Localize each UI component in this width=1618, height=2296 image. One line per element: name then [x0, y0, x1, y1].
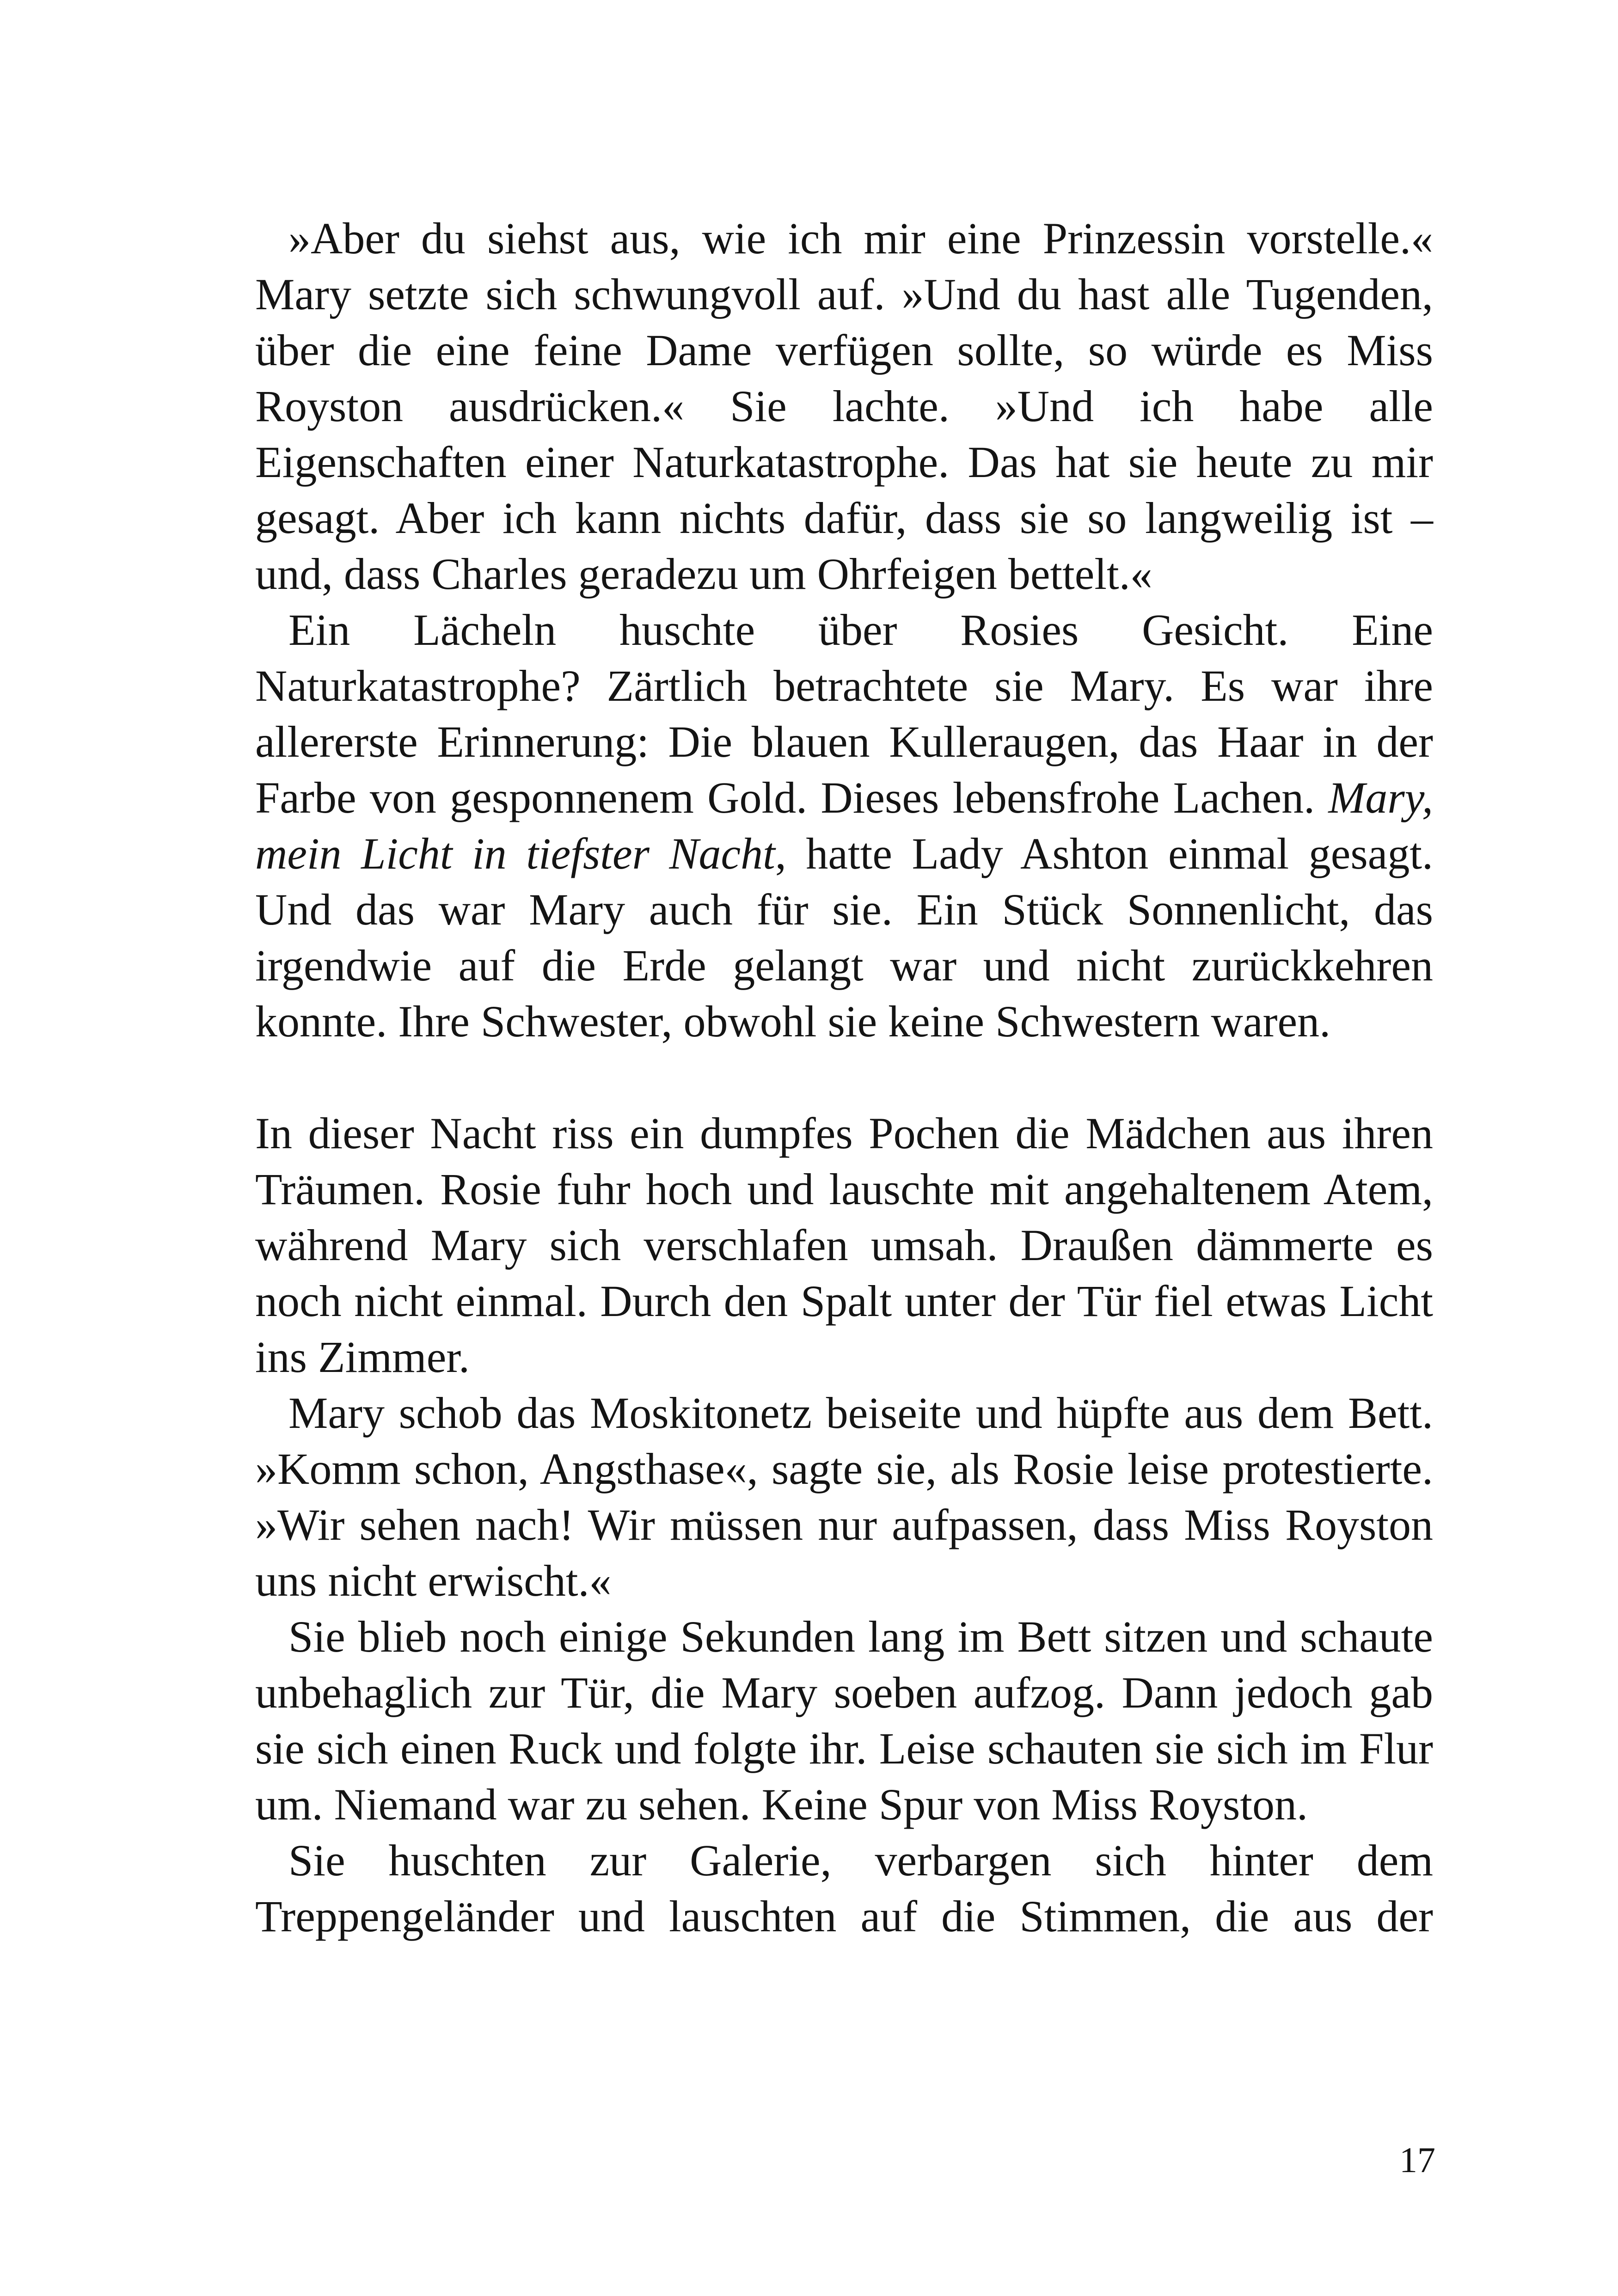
paragraph-text: , hatte Lady Ashton einmal gesagt. Und das war Mary auch für sie. Ein Stück Sonnenlicht, das irgendwie auf die Erde gelangt war und nicht zurückkehren konnte. Ihre Schwester, obwohl sie keine Schwestern waren. — [255, 829, 1434, 1046]
paragraph-text: »Aber du siehst aus, wie ich mir eine Prinzessin vorstelle.« Mary setzte sich schwungvoll auf. »Und du hast alle Tugenden, über die eine feine Dame verfügen sollte, so würde es Miss Royston ausdrücken.« Sie lachte. »Und ich habe alle Eigenschaften einer Naturkatastrophe. Das hat sie heute zu mir gesagt. Aber ich kann nichts dafür, dass sie so langweilig ist – und, dass Charles geradezu um Ohrfeigen bettelt.« — [255, 214, 1433, 599]
paragraph-2 — [255, 602, 1433, 1049]
paragraph-text: Mary schob das Moskitonetz beiseite und hüpfte aus dem Bett. »Komm schon, Angsthase«, sagte sie, als Rosie leise protestierte. »Wir sehen nach! Wir müssen nur aufpassen, dass Miss Royston uns nicht erwischt.« — [255, 1388, 1433, 1605]
body-text — [255, 210, 1433, 1944]
paragraph-text: In dieser Nacht riss ein dumpfes Pochen die Mädchen aus ihren Träumen. Rosie fuhr hoch und lauschte mit angehaltenem Atem, während Mary sich verschlafen umsah. Draußen dämmerte es noch nicht einmal. Durch den Spalt unter der Tür fiel etwas Licht ins Zimmer. — [255, 1108, 1433, 1382]
paragraph-text: Sie huschten zur Galerie, verbargen sich hinter dem Treppengeländer und lauschten auf die Stimmen, die aus der — [255, 1836, 1433, 1941]
paragraph-text: Sie blieb noch einige Sekunden lang im Bett sitzen und schaute unbehaglich zur Tür, die Mary soeben aufzog. Dann jedoch gab sie sich einen Ruck und folgte ihr. Leise schauten sie sich im Flur um. Niemand war zu sehen. Keine Spur von Miss Royston. — [255, 1612, 1433, 1829]
paragraph-6 — [255, 1832, 1433, 1944]
page-number: 17 — [1399, 2140, 1435, 2180]
paragraph-3 — [255, 1105, 1433, 1385]
paragraph-text: Ein Lächeln huschte über Rosies Gesicht. Eine Naturkatastrophe? Zärtlich betrachtete sie Mary. Es war ihre allererste Erinnerung: Die blauen Kulleraugen, das Haar in der Farbe von gesponnenem Gold. Dieses lebensfrohe Lachen. — [255, 605, 1433, 822]
paragraph-5 — [255, 1609, 1433, 1832]
paragraph-4 — [255, 1385, 1433, 1609]
paragraph-1 — [255, 210, 1433, 602]
italic-quote: Mary, mein Licht in tiefster Nacht — [255, 773, 1433, 878]
